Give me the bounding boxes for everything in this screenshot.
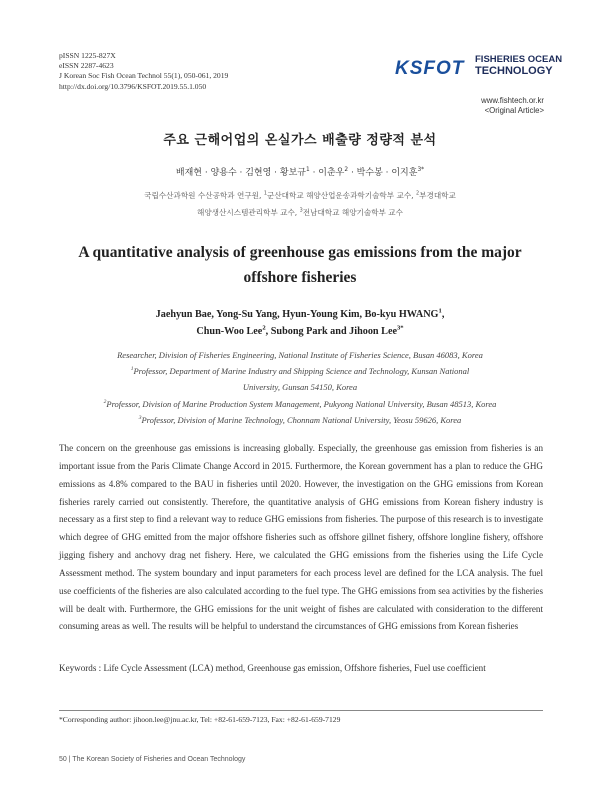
aff-text: Professor, Division of Marine Technology, Chonnam National University, Yeosu 59626, Korea — [141, 414, 462, 425]
author-part: Jaehyun Bae, Yong-Su Yang, Hyun-Young Kim, Bo-kyu HWANG — [155, 309, 439, 320]
keywords: Keywords : Life Cycle Assessment (LCA) method, Greenhouse gas emission, Offshore fisheries, Fuel use coefficient — [59, 663, 486, 673]
eissn: eISSN 2287-4623 — [59, 61, 114, 71]
aff-part: 국립수산과학원 수산공학과 연구원, — [144, 191, 264, 200]
footnote-divider — [59, 710, 543, 711]
journal-info — [59, 51, 228, 92]
sup: 1 — [130, 366, 134, 373]
korean-authors-part: · 이춘우 — [309, 168, 345, 178]
english-title — [0, 240, 600, 290]
english-title-line2: offshore fisheries — [243, 269, 357, 286]
korean-authors-part: 배재현 · 양용수 · 김현영 · 황보규 — [175, 168, 306, 178]
aff-1 — [0, 363, 600, 379]
sup: 3 — [138, 414, 142, 421]
journal-logo — [395, 52, 563, 94]
website-link[interactable]: www.fishtech.or.kr — [481, 96, 544, 105]
author-part: Chun-Woo Lee — [196, 326, 263, 337]
logo-mark: KSFOT — [395, 58, 465, 79]
aff-part: 군산대학교 해양산업운송과학기술학부 교수, — [266, 191, 417, 200]
logo-text — [475, 55, 562, 76]
author-part: , Subong Park and Jihoon Lee — [265, 326, 397, 337]
aff-text: Professor, Division of Marine Production System Management, Pukyong National University, Busan 48513, Korea — [106, 398, 497, 409]
logo-line1: FISHERIES OCEAN — [475, 54, 563, 65]
sup: 2 — [262, 324, 266, 332]
korean-authors-part: · 박수봉 · 이지훈 — [348, 168, 418, 178]
aff-1b: University, Gunsan 54150, Korea — [242, 382, 358, 393]
aff-part: 전남대학교 해양기술학부 교수 — [302, 208, 403, 217]
author-part: , — [441, 309, 445, 320]
korean-title: 주요 근해어업의 온실가스 배출량 정량적 분석 — [163, 133, 437, 148]
korean-aff-line1 — [0, 187, 600, 204]
aff-0: Researcher, Division of Fisheries Engineering, National Institute of Fisheries Science, Busan 46083, Korea — [117, 350, 483, 360]
sup: 3* — [417, 167, 425, 173]
korean-aff-line2 — [0, 204, 600, 221]
english-title-line1: A quantitative analysis of greenhouse gas emissions from the major — [78, 244, 522, 261]
english-authors-line2 — [0, 323, 600, 340]
korean-affiliations — [0, 187, 600, 221]
sup: 1 — [305, 167, 310, 173]
korean-authors — [0, 165, 600, 178]
english-authors — [0, 306, 600, 340]
english-affiliations — [0, 347, 600, 428]
sup: 3 — [299, 207, 303, 214]
article-type: <Original Article> — [484, 106, 544, 115]
aff-part: 부경대학교 — [419, 191, 456, 200]
pissn: pISSN 1225-827X — [59, 51, 116, 60]
sup: 3* — [396, 324, 404, 332]
site-info — [481, 96, 544, 116]
aff-text: Professor, Department of Marine Industry and Shipping Science and Technology, Kunsan National — [133, 366, 470, 377]
page-footer: 50 | The Korean Society of Fisheries and Ocean Technology — [59, 756, 246, 763]
sup: 1 — [438, 307, 442, 315]
sup: 1 — [263, 190, 267, 197]
english-authors-line1 — [0, 306, 600, 323]
aff-2 — [0, 396, 600, 412]
aff-3 — [0, 412, 600, 428]
abstract: The concern on the greenhouse gas emissions is increasing globally. Especially, the greenhouse gas emission from fisheries is an important issue from the Paris Climate Change Accord in 2015. Furthermore, the Korean government has a plan to reduce the GHG emissions as 4.8% compared to the BAU in fisheries until 2020. However, the investigation on the GHG emissions from Korean fisheries rarely carried out consistently. Therefore, the quantitative analysis of GHG emissions from Korean fishery industry is necessary as a first step to find a relevant way to reduce GHG emissions from fisheries. The purpose of this research is to investigate which degree of GHG emitted from the major offshore fisheries such as offshore gillnet fishery, offshore longline fishery, offshore jigging fishery and anchovy drag net fishery. Here, we calculated the GHG emissions from the fisheries using the Life Cycle Assessment method. The system boundary and input parameters for each process level are defined for the LCA analysis. The fuel use coefficients of the fisheries are also calculated according to the fuel type. The GHG emissions from sea activities by the fisheries will be dealt with. Furthermore, the GHG emissions for the unit weight of fishes are calculated with consideration to the different consuming areas as well. The results will be helpful to understand the circumstances of GHG emissions from Korean fisheries — [59, 443, 543, 632]
sup: 2 — [416, 190, 420, 197]
journal-ref: J Korean Soc Fish Ocean Technol 55(1), 050-061, 2019 — [59, 71, 229, 81]
corresponding-author-footnote: *Corresponding author: jihoon.lee@jnu.ac.kr, Tel: +82-61-659-7123, Fax: +82-61-659-7129 — [59, 715, 341, 724]
sup: 2 — [344, 167, 349, 173]
sup: 2 — [103, 398, 107, 405]
aff-part: 해양생산시스템관리학부 교수, — [197, 208, 300, 217]
doi-link[interactable]: http://dx.doi.org/10.3796/KSFOT.2019.55.1.050 — [59, 81, 207, 91]
logo-line2: TECHNOLOGY — [475, 64, 553, 77]
